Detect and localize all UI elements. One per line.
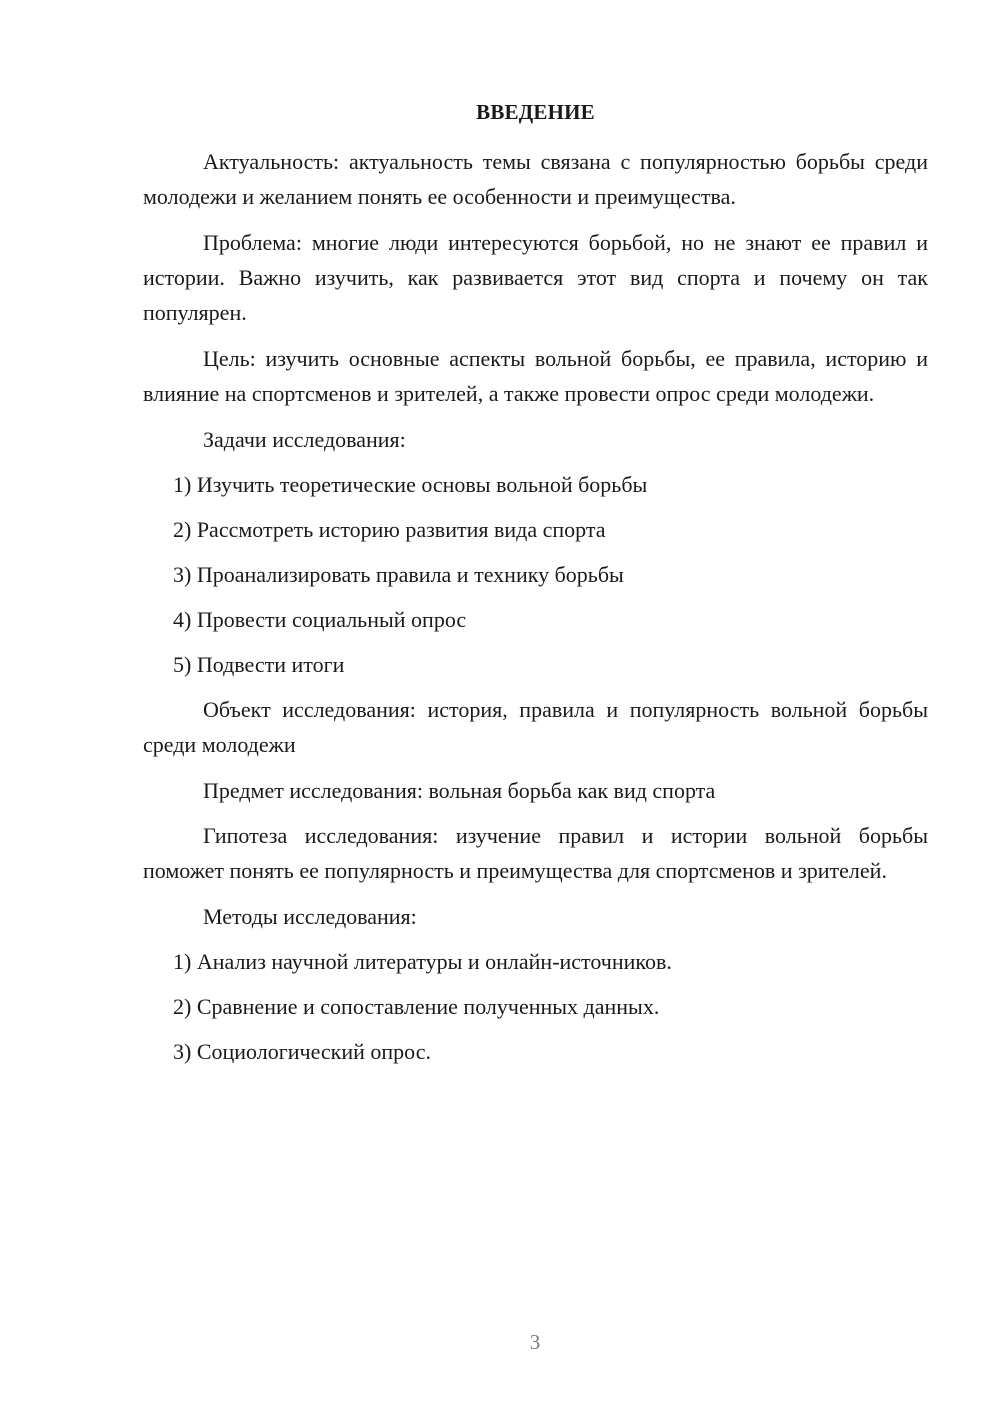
method-item-1: 1) Анализ научной литературы и онлайн-источников. xyxy=(173,949,672,974)
subject-line: Предмет исследования: вольная борьба как вид спорта xyxy=(203,778,716,803)
task-item-5: 5) Подвести итоги xyxy=(173,652,345,677)
methods-heading: Методы исследования: xyxy=(203,904,417,929)
task-item-1: 1) Изучить теоретические основы вольной борьбы xyxy=(173,472,648,497)
method-item-3: 3) Социологический опрос. xyxy=(173,1039,431,1064)
task-item-4: 4) Провести социальный опрос xyxy=(173,607,467,632)
relevance-paragraph: Актуальность: актуальность темы связана с популярностью борьбы среди молодежи и желанием понять ее особенности и преимущества. xyxy=(143,149,928,209)
hypothesis-paragraph: Гипотеза исследования: изучение правил и истории вольной борьбы поможет понять ее популярность и преимущества для спортсменов и зрителей. xyxy=(143,823,928,883)
document-page xyxy=(143,92,928,1079)
section-title: ВВЕДЕНИЕ xyxy=(476,100,595,124)
page-number: 3 xyxy=(529,1330,541,1354)
tasks-heading: Задачи исследования: xyxy=(203,427,406,452)
method-item-2: 2) Сравнение и сопоставление полученных данных. xyxy=(173,994,660,1019)
task-item-3: 3) Проанализировать правила и технику борьбы xyxy=(173,562,624,587)
task-item-2: 2) Рассмотреть историю развития вида спорта xyxy=(173,517,606,542)
goal-paragraph: Цель: изучить основные аспекты вольной борьбы, ее правила, историю и влияние на спортсменов и зрителей, а также провести опрос среди молодежи. xyxy=(143,346,928,406)
object-paragraph: Объект исследования: история, правила и популярность вольной борьбы среди молодежи xyxy=(143,697,928,757)
problem-paragraph: Проблема: многие люди интересуются борьбой, но не знают ее правил и истории. Важно изучить, как развивается этот вид спорта и почему он так популярен. xyxy=(143,230,928,325)
